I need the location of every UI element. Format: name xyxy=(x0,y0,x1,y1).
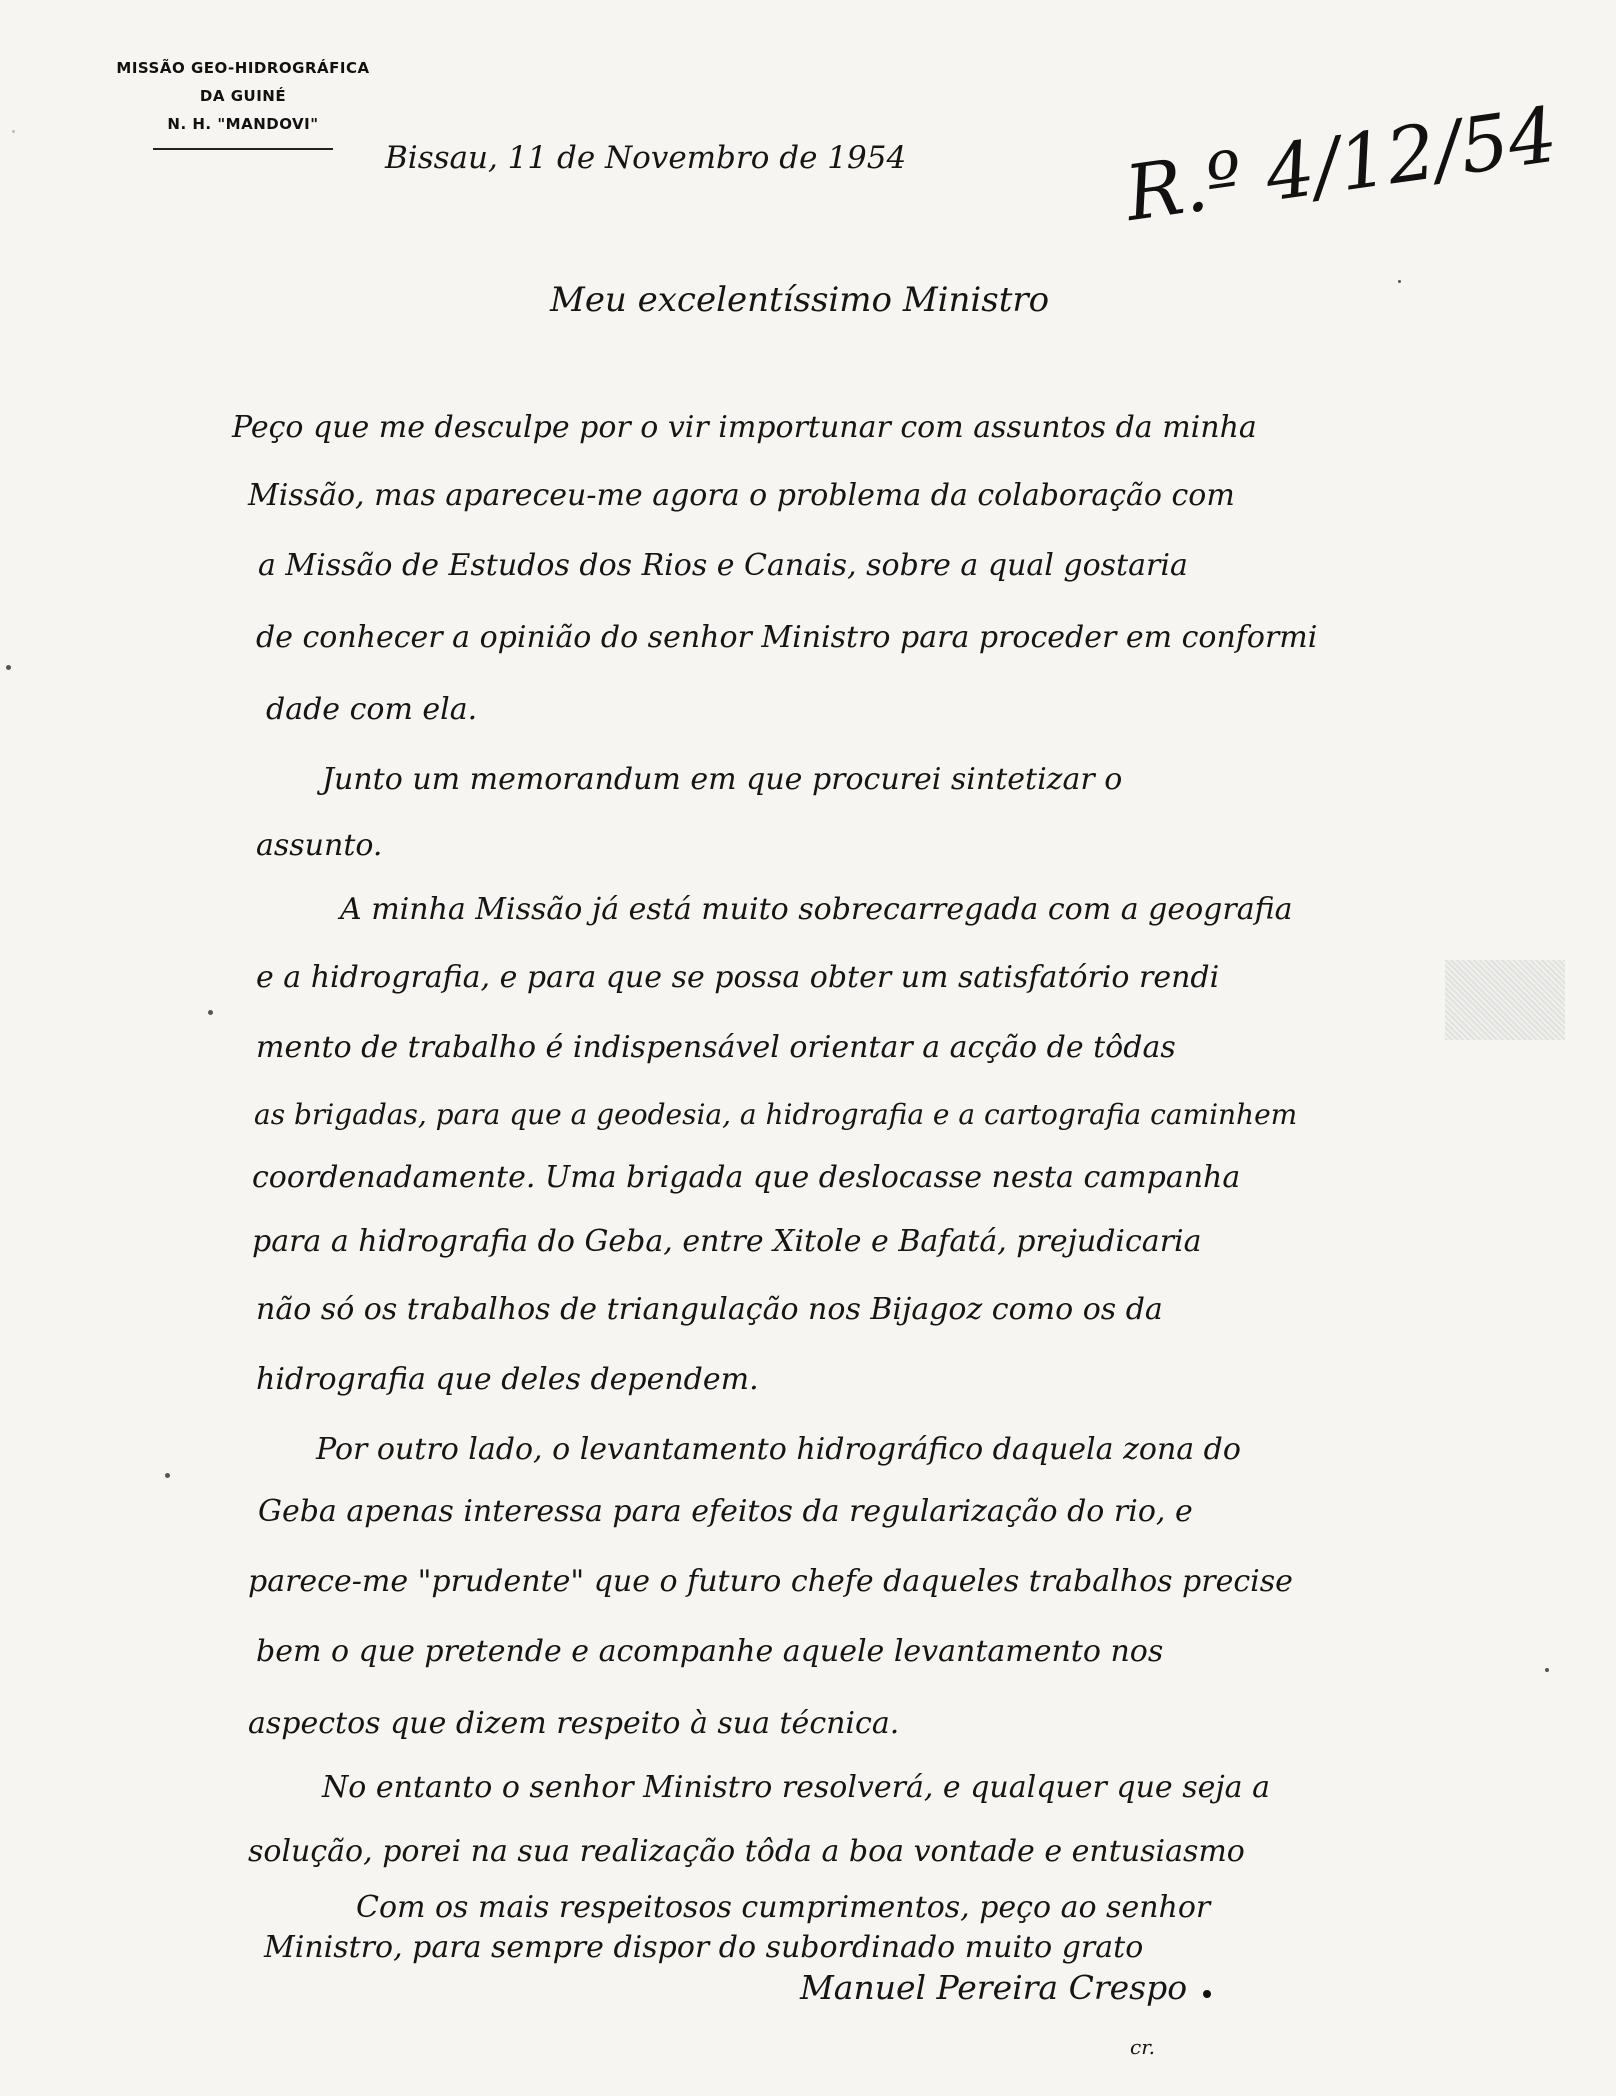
receipt-mark: R.º 4/12/54 xyxy=(1120,89,1563,239)
body-line: não só os trabalhos de triangulação nos Bijagoz como os da xyxy=(256,1292,1163,1327)
signature-suffix: cr. xyxy=(1130,2035,1155,2059)
scan-speck xyxy=(6,665,11,670)
body-line: hidrografia que deles dependem. xyxy=(256,1362,759,1397)
body-line: solução, porei na sua realização tôda a boa vontade e entusiasmo xyxy=(248,1834,1245,1869)
signature: Manuel Pereira Crespo xyxy=(800,1968,1188,2007)
scan-speck xyxy=(208,1010,213,1015)
scan-noise-patch xyxy=(1445,960,1565,1040)
signature-dot xyxy=(1203,1990,1211,1998)
body-line: parece-me "prudente" que o futuro chefe daqueles trabalhos precise xyxy=(248,1564,1293,1599)
body-line: assunto. xyxy=(256,828,383,863)
body-line: Ministro, para sempre dispor do subordinado muito grato xyxy=(264,1930,1144,1965)
body-line: Por outro lado, o levantamento hidrográfico daquela zona do xyxy=(316,1432,1241,1467)
salutation: Meu excelentíssimo Ministro xyxy=(550,280,1050,320)
body-line: Peço que me desculpe por o vir importunar com assuntos da minha xyxy=(232,410,1257,445)
body-line: e a hidrografia, e para que se possa obter um satisfatório rendi xyxy=(256,960,1220,995)
scan-speck xyxy=(1398,280,1401,283)
letterhead-line-2: DA GUINÉ xyxy=(199,87,287,105)
body-line: No entanto o senhor Ministro resolverá, e qualquer que seja a xyxy=(322,1770,1270,1805)
letterhead xyxy=(88,54,398,150)
body-line: de conhecer a opinião do senhor Ministro para proceder em conformi xyxy=(256,620,1318,655)
body-line: bem o que pretende e acompanhe aquele levantamento nos xyxy=(256,1634,1164,1669)
body-line: A minha Missão já está muito sobrecarregada com a geografia xyxy=(340,892,1293,927)
body-line: a Missão de Estudos dos Rios e Canais, sobre a qual gostaria xyxy=(258,548,1188,583)
body-line: coordenadamente. Uma brigada que deslocasse nesta campanha xyxy=(252,1160,1241,1195)
date-line: Bissau, 11 de Novembro de 1954 xyxy=(385,140,907,176)
body-line: para a hidrografia do Geba, entre Xitole e Bafatá, prejudicaria xyxy=(252,1224,1202,1259)
scan-speck xyxy=(12,130,15,133)
scan-speck xyxy=(165,1473,170,1478)
letterhead-underline xyxy=(153,148,333,150)
letterhead-line-1: MISSÃO GEO-HIDROGRÁFICA xyxy=(116,59,370,77)
scan-speck xyxy=(1545,1668,1549,1672)
body-line: aspectos que dizem respeito à sua técnica. xyxy=(248,1706,900,1741)
body-line: dade com ela. xyxy=(266,692,478,727)
body-line: Geba apenas interessa para efeitos da regularização do rio, e xyxy=(258,1494,1193,1529)
body-line: Junto um memorandum em que procurei sintetizar o xyxy=(322,762,1123,797)
body-line: Com os mais respeitosos cumprimentos, peço ao senhor xyxy=(356,1890,1211,1925)
body-line: as brigadas, para que a geodesia, a hidrografia e a cartografia caminhem xyxy=(254,1098,1298,1131)
body-line: Missão, mas apareceu-me agora o problema da colaboração com xyxy=(248,478,1235,513)
body-line: mento de trabalho é indispensável orientar a acção de tôdas xyxy=(256,1030,1176,1065)
letterhead-line-3: N. H. "MANDOVI" xyxy=(167,115,319,133)
